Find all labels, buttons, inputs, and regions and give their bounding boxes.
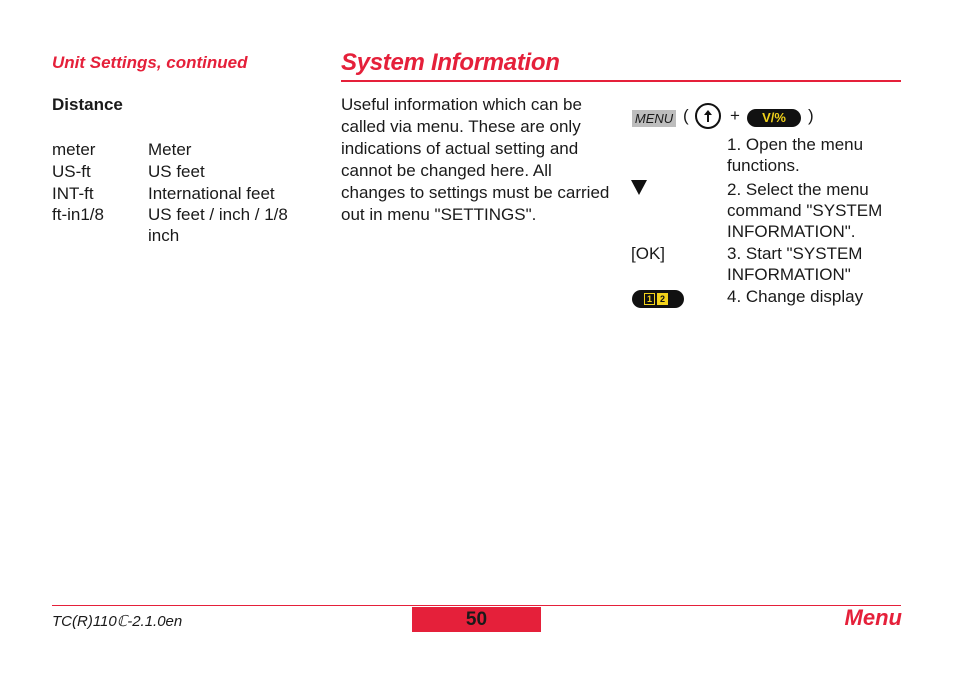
unit-desc: US feet / inch / 1/8 inch	[148, 205, 288, 245]
page-number: 50	[412, 607, 541, 632]
unit-desc: International feet	[148, 184, 275, 203]
document-id: TC(R)110ℂ-2.1.0en	[52, 613, 183, 630]
distance-heading: Distance	[52, 95, 123, 114]
step-item: 4. Change display	[727, 287, 864, 306]
step-item: 1. Open the menu functions.	[727, 135, 864, 175]
unit-code: ft-in1/8	[52, 205, 104, 224]
menu-key-icon: MENU	[632, 110, 676, 127]
footer-rule	[52, 605, 901, 606]
unit-code: US-ft	[52, 162, 91, 181]
paren-open: (	[683, 106, 689, 125]
display-key-box-2: 2	[657, 293, 668, 305]
section-header-left: Unit Settings, continued	[52, 53, 248, 72]
plus-sign: +	[730, 106, 740, 125]
unit-desc: Meter	[148, 140, 192, 159]
unit-code: INT-ft	[52, 184, 94, 203]
up-arrow-key-icon	[695, 103, 721, 129]
ok-key: [OK]	[631, 244, 666, 263]
v-percent-key-icon: V/%	[747, 109, 801, 127]
step-item: 3. Start "SYSTEM INFORMATION"	[727, 244, 863, 284]
unit-desc: US feet	[148, 162, 205, 181]
display-key-box-1: 1	[644, 293, 655, 305]
footer-section-title: Menu	[844, 605, 902, 630]
display-key-icon	[632, 290, 684, 308]
step-item: 2. Select the menu command "SYSTEM INFORMATION".	[727, 180, 883, 241]
intro-paragraph: Useful information which can be called via menu. These are only indications of actual setting and cannot be changed here. All changes to settings must be carried out in menu "SETTINGS".	[341, 95, 610, 224]
down-triangle-icon	[631, 180, 647, 195]
unit-code: meter	[52, 140, 96, 159]
paren-close: )	[808, 106, 814, 125]
title-rule	[341, 80, 901, 82]
page-title: System Information	[341, 49, 560, 76]
